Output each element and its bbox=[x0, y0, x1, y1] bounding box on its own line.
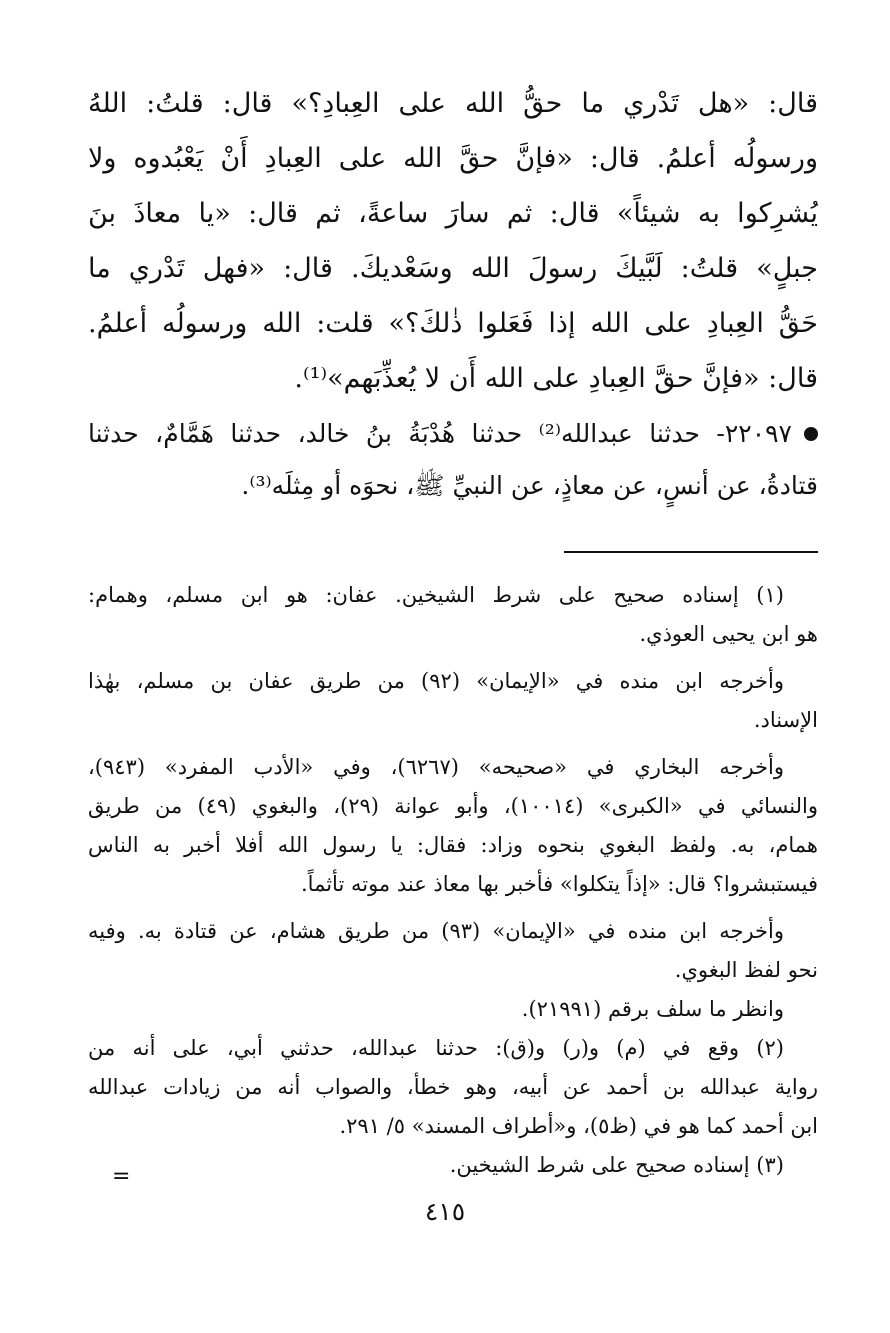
main-text-line: يُشرِكوا به شيئاً» قال: ثم سارَ ساعةً، ثم قال: «يا معاذَ بنَ bbox=[88, 198, 818, 229]
footnote-line: وأخرجه ابن منده في «الإيمان» (٩٣) من طريق هشام، عن قتادة به. وفيه bbox=[88, 919, 785, 943]
footnote-line: رواية عبدالله بن أحمد عن أبيه، وهو خطأ، والصواب أنه من زيادات عبدالله bbox=[88, 1075, 818, 1099]
footnote-line: (٢) وقع في (م) و(ر) و(ق): حدثنا عبدالله، حدثني أبي، على أنه من bbox=[88, 1036, 784, 1060]
main-text-line: قال: «هل تَدْري ما حقُّ الله على العِبادِ؟» قال: قلتُ: اللهُ bbox=[88, 88, 818, 119]
footnote-line: وأخرجه ابن منده في «الإيمان» (٩٢) من طريق عفان بن مسلم، بهٰذا bbox=[88, 669, 785, 693]
footnote-line: فيستبشروا؟ قال: «إذاً يتكلوا» فأخبر بها معاذ عند موته تأثماً. bbox=[301, 872, 818, 896]
main-text-line: حَقُّ العِبادِ على الله إذا فَعَلوا ذٰلكَ؟» قلت: الله ورسولُه أعلمُ. bbox=[88, 308, 818, 339]
main-text-block bbox=[88, 76, 818, 406]
footnote-line: وأخرجه البخاري في «صحيحه» (٦٢٦٧)، وفي «الأدب المفرد» (٩٤٣)، bbox=[88, 755, 784, 779]
main-text-line: جبلٍ» قلتُ: لَبَّيكَ رسولَ الله وسَعْديكَ. قال: «فهل تَدْري ما bbox=[88, 253, 818, 284]
hadith-line-text: ٢٢٠٩٧- حدثنا عبدالله⁽²⁾ حدثنا هُدْبَةُ بنُ خالد، حدثنا هَمَّامٌ، حدثنا bbox=[88, 419, 792, 448]
hadith-line bbox=[88, 408, 818, 460]
hadith-line bbox=[88, 460, 818, 512]
footnote-line: هو ابن يحيى العوذي. bbox=[639, 622, 818, 646]
hadith-entry bbox=[88, 408, 818, 512]
footnotes-block bbox=[88, 576, 818, 1185]
footnote-line: ابن أحمد كما هو في (ظ٥)، و«أطراف المسند» ٥/ ٢٩١. bbox=[339, 1114, 818, 1138]
continuation-mark: = bbox=[112, 1164, 131, 1189]
footnote-line: وانظر ما سلف برقم (٢١٩٩١). bbox=[521, 997, 784, 1021]
main-text-line: ورسولُه أعلمُ. قال: «فإنَّ حقَّ الله على العِبادِ أَنْ يَعْبُدوه ولا bbox=[88, 143, 818, 174]
footnote-line: نحو لفظ البغوي. bbox=[674, 958, 818, 982]
page-number: ٤١٥ bbox=[424, 1197, 466, 1226]
footnote-divider bbox=[564, 551, 818, 553]
footnote-line: والنسائي في «الكبرى» (١٠٠١٤)، وأبو عوانة (٢٩)، والبغوي (٤٩) من طريق bbox=[88, 794, 818, 818]
hadith-line-text: قتادةُ، عن أنسٍ، عن معاذٍ، عن النبيِّ ﷺ، نحوَه أو مِثلَه⁽³⁾. bbox=[241, 471, 818, 500]
footnote-line: همام، به. ولفظ البغوي بنحوه وزاد: فقال: يا رسول الله أفلا أخبر به الناس bbox=[88, 833, 818, 857]
main-text-line: قال: «فإنَّ حقَّ العِبادِ على الله أَن لا يُعذِّبَهم»⁽¹⁾. bbox=[294, 363, 818, 394]
footnote-line: الإسناد. bbox=[753, 708, 818, 732]
footnote-line: (٣) إسناده صحيح على شرط الشيخين. bbox=[449, 1153, 784, 1177]
bullet-icon bbox=[804, 427, 818, 441]
footnote-line: (١) إسناده صحيح على شرط الشيخين. عفان: هو ابن مسلم، وهمام: bbox=[88, 583, 784, 607]
